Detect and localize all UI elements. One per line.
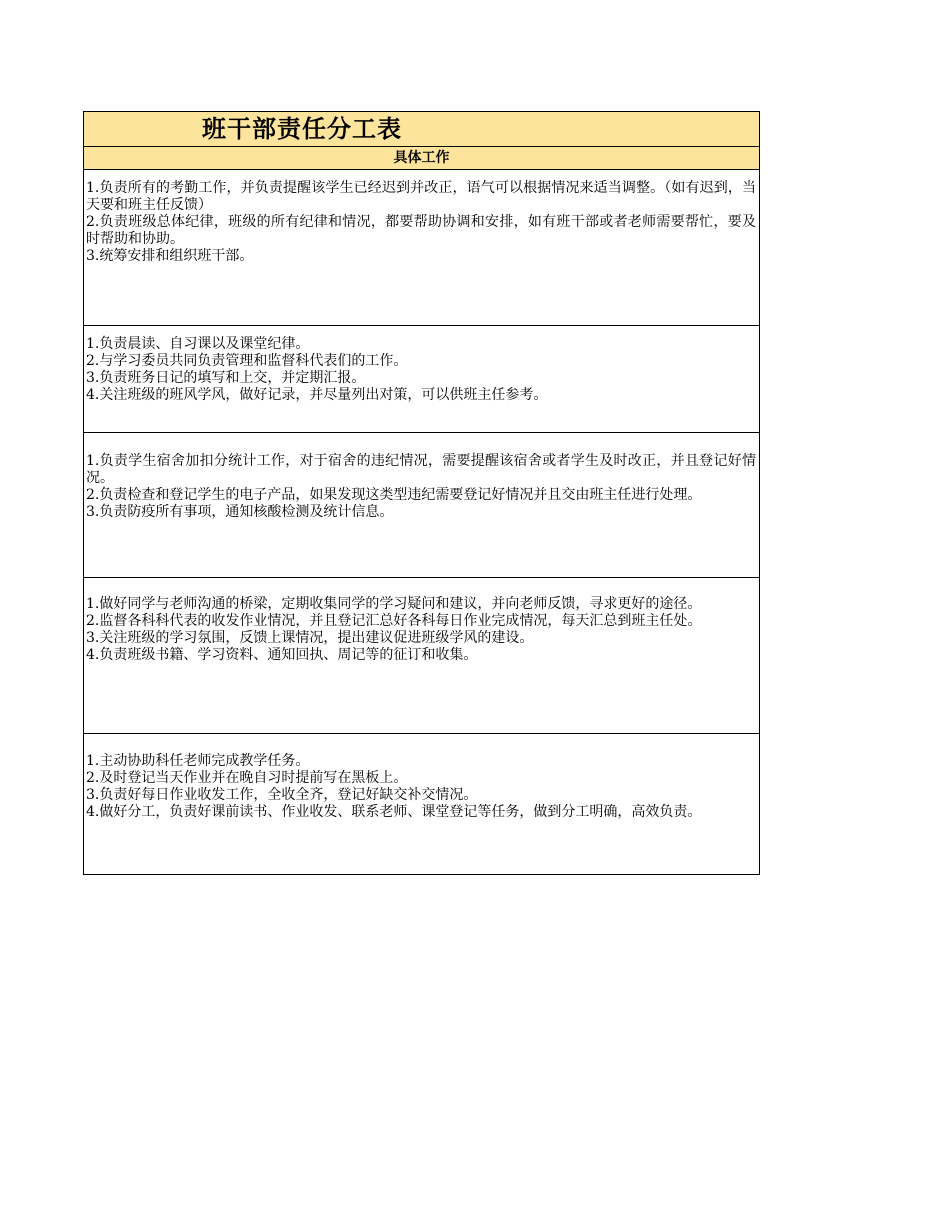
- duty-item: 3.关注班级的学习氛围，反馈上课情况，提出建议促进班级学风的建设。: [86, 630, 534, 646]
- column-header: 具体工作: [393, 150, 450, 166]
- duty-item: 2.负责班级总体纪律，班级的所有纪律和情况，都要帮助协调和安排，如有班干部或者老师需要帮忙，要及时帮助和协助。: [86, 214, 756, 247]
- duty-item: 3.负责班务日记的填写和上交，并定期汇报。: [86, 370, 366, 386]
- column-header-cell[interactable]: [84, 147, 759, 170]
- duty-item: 4.负责班级书籍、学习资料、通知回执、周记等的征订和收集。: [86, 647, 478, 663]
- duty-item: 1.负责学生宿舍加扣分统计工作，对于宿舍的违纪情况，需要提醒该宿舍或者学生及时改正，并且登记好情况。: [86, 453, 756, 486]
- title-cell[interactable]: [84, 112, 759, 147]
- duty-item: 4.做好分工，负责好课前读书、作业收发、联系老师、课堂登记等任务，做到分工明确，高效负责。: [86, 804, 702, 820]
- duty-row-4[interactable]: [84, 578, 759, 734]
- duty-item: 2.及时登记当天作业并在晚自习时提前写在黑板上。: [86, 770, 408, 786]
- duty-item: 1.主动协助科任老师完成教学任务。: [86, 753, 310, 769]
- duty-row-1[interactable]: [84, 170, 759, 326]
- duty-item: 1.负责所有的考勤工作，并负责提醒该学生已经迟到并改正，语气可以根据情况来适当调整。（如有迟到，当天要和班主任反馈）: [86, 180, 756, 213]
- duty-item: 2.监督各科科代表的收发作业情况，并且登记汇总好各科每日作业完成情况，每天汇总到班主任处。: [86, 613, 702, 629]
- duty-item: 2.与学习委员共同负责管理和监督科代表们的工作。: [86, 353, 408, 369]
- table-title: 班干部责任分工表: [202, 115, 402, 143]
- duty-item: 1.负责晨读、自习课以及课堂纪律。: [86, 336, 310, 352]
- duty-row-5[interactable]: [84, 734, 759, 875]
- duty-item: 2.负责检查和登记学生的电子产品，如果发现这类型违纪需要登记好情况并且交由班主任进行处理。: [86, 487, 702, 503]
- duty-item: 3.统筹安排和组织班干部。: [86, 248, 254, 264]
- duty-table: [83, 111, 760, 875]
- duty-item: 3.负责防疫所有事项，通知核酸检测及统计信息。: [86, 504, 394, 520]
- duty-item: 4.关注班级的班风学风，做好记录，并尽量列出对策，可以供班主任参考。: [86, 387, 548, 403]
- duty-item: 3.负责好每日作业收发工作，全收全齐，登记好缺交补交情况。: [86, 787, 478, 803]
- duty-row-3[interactable]: [84, 433, 759, 578]
- duty-row-2[interactable]: [84, 326, 759, 433]
- duty-item: 1.做好同学与老师沟通的桥梁，定期收集同学的学习疑问和建议，并向老师反馈，寻求更好的途径。: [86, 596, 702, 612]
